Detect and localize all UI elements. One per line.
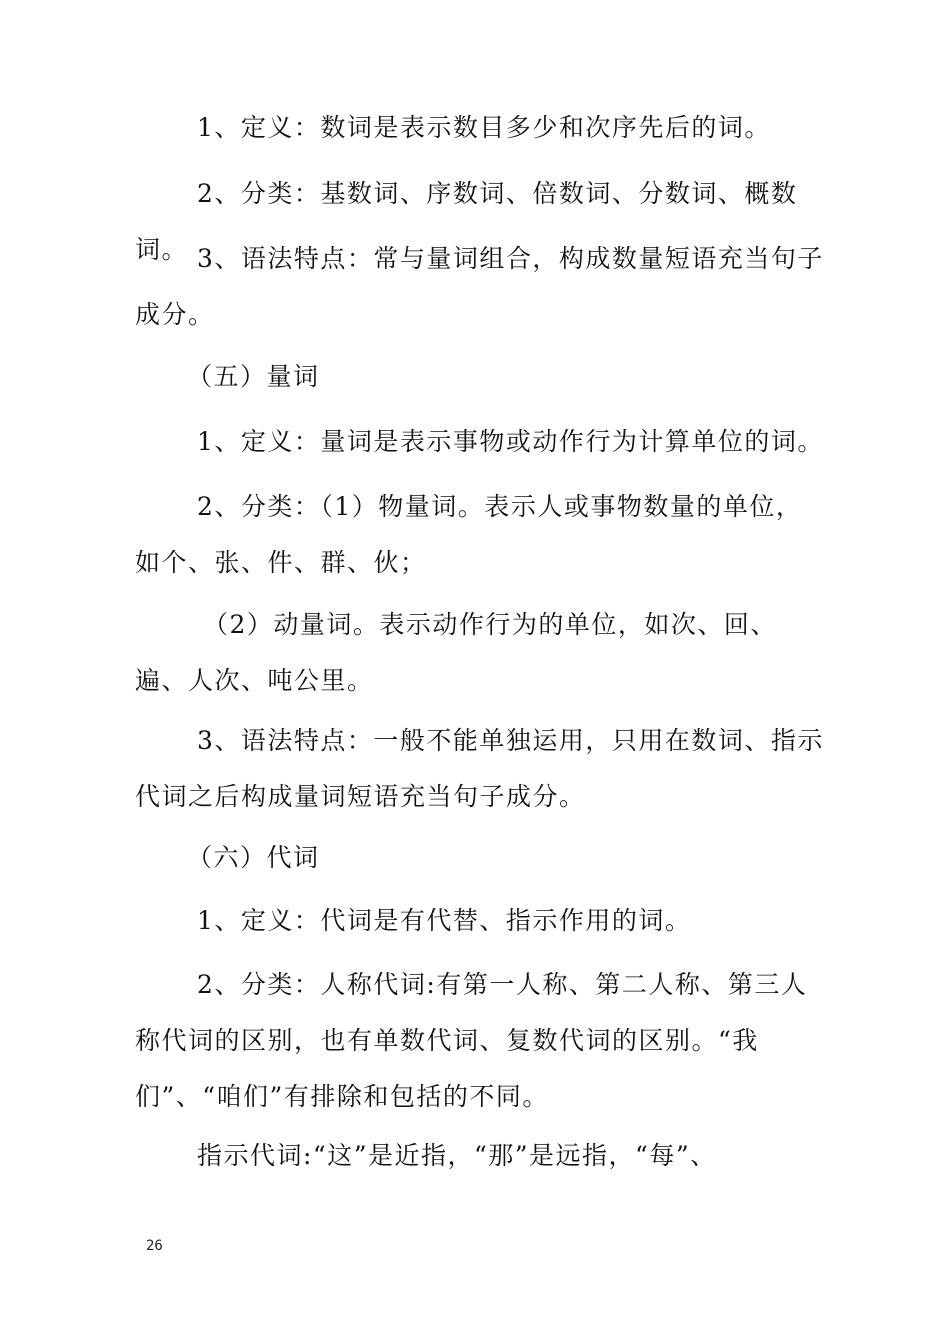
paragraph-numeral-grammar: 3、语法特点：常与量词组合，构成数量短语充当句子成分。: [135, 244, 824, 329]
paragraph-numeral-definition: 1、定义：数词是表示数目多少和次序先后的词。: [197, 113, 771, 142]
page-number: 26: [146, 1238, 163, 1254]
paragraph-demonstrative-pronouns: 指示代词:“这”是近指，“那”是远指，“每”、: [197, 1141, 717, 1170]
paragraph-measure-definition: 1、定义：量词是表示事物或动作行为计算单位的词。: [197, 427, 824, 456]
paragraph-measure-grammar: 3、语法特点：一般不能单独运用，只用在数词、指示代词之后构成量词短语充当句子成分。: [135, 726, 824, 811]
section-heading-pronouns: （六）代词: [187, 843, 320, 872]
paragraph-pronoun-definition: 1、定义：代词是有代替、指示作用的词。: [197, 906, 692, 935]
paragraph-verbal-measure: （2）动量词。表示动作行为的单位，如次、回、遍、人次、吨公里。: [135, 610, 777, 695]
section-heading-measure-words: （五）量词: [187, 362, 320, 391]
paragraph-numeral-classification: 2、分类：基数词、序数词、倍数词、分数词、概数词。: [135, 179, 798, 264]
paragraph-pronoun-classification: 2、分类：人称代词:有第一人称、第二人称、第三人称代词的区别，也有单数代词、复数代词的区别。“我们”、“咱们”有排除和包括的不同。: [135, 970, 808, 1111]
paragraph-measure-classification: 2、分类：（1）物量词。表示人或事物数量的单位，如个、张、件、群、伙；: [135, 492, 803, 577]
